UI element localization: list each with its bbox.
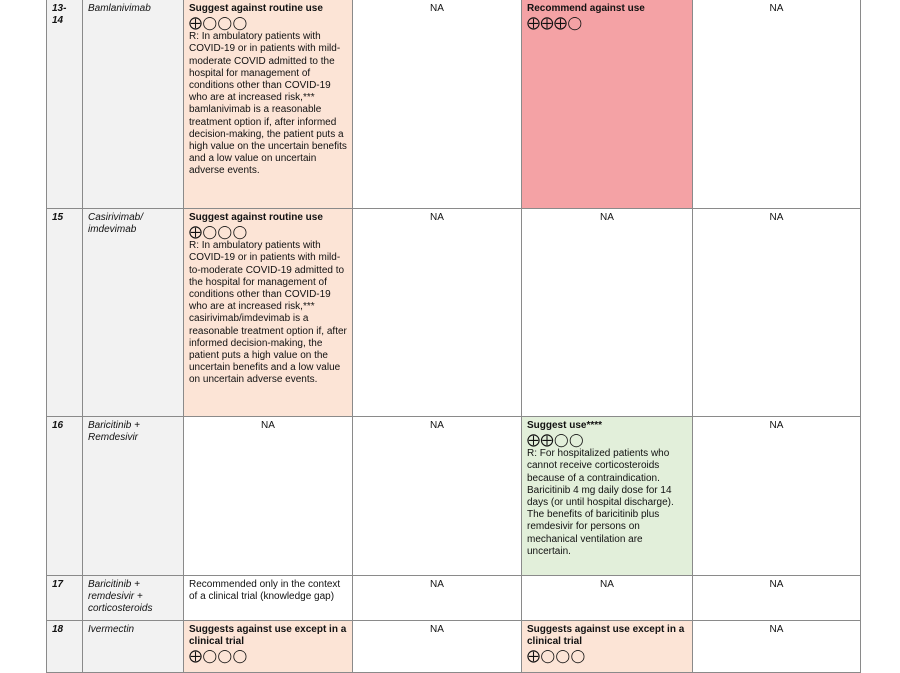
na-cell: NA (522, 576, 693, 621)
recommendation-title: Suggest against routine use (189, 212, 323, 223)
certainty-rating: ⨁◯◯◯ (189, 15, 248, 31)
na-cell: NA (693, 576, 861, 621)
na-cell: NA (693, 621, 861, 673)
na-cell: NA (353, 0, 522, 209)
table-row (47, 417, 861, 576)
recommendation-text: Recommended only in the context of a clinical trial (knowledge gap) (189, 579, 341, 603)
certainty-rating: ⨁⨁◯◯ (527, 432, 585, 448)
recommendation-text: R: In ambulatory patients with COVID-19 or in patients with mild-to-moderate COVID-19 admitted to the hospital for management of conditions other than COVID-19 who are at increased risk,*** casirivimab/imdevimab is a reasonable treatment option if, after informed decision-making, the patient puts a high value on the uncertain benefits and a low value on uncertain adverse events. (189, 240, 347, 386)
certainty-rating: ⨁⨁⨁◯ (527, 15, 583, 31)
drug-name: Ivermectin (83, 621, 184, 673)
recommendation-title: Suggest use**** (527, 420, 603, 431)
recommendation-cell (184, 576, 353, 621)
drug-name: Baricitinib + remdesivir + corticosteroids (83, 576, 184, 621)
drug-name: Casirivimab/ imdevimab (83, 209, 184, 417)
certainty-rating: ⨁◯◯◯ (189, 648, 248, 664)
recommendation-text: R: In ambulatory patients with COVID-19 or in patients with mild-moderate COVID admitted to the hospital for management of conditions other than COVID-19 who are at increased risk,*** bamlanivimab is a reasonable treatment option if, after informed decision-making, the patient puts a high value on the uncertain benefits and a low value on uncertain adverse events. (189, 31, 347, 177)
table-row (47, 0, 861, 209)
drug-name: Bamlanivimab (83, 0, 184, 209)
na-cell: NA (522, 209, 693, 417)
table-row (47, 576, 861, 621)
table-row (47, 621, 861, 673)
certainty-rating: ⨁◯◯◯ (527, 648, 586, 664)
recommendation-text: R: For hospitalized patients who cannot receive corticosteroids because of a contraindication. Baricitinib 4 mg daily dose for 14 days (or until hospital discharge). The benefits of baricitinib plus remdesivir for persons on mechanical ventilation are uncertain. (527, 448, 674, 557)
recommendation-number: 16 (47, 417, 83, 576)
recommendation-cell (184, 0, 353, 209)
recommendation-cell (184, 209, 353, 417)
recommendation-title: Recommend against use (527, 3, 645, 14)
na-cell: NA (184, 417, 353, 576)
recommendation-cell (522, 0, 693, 209)
drug-name: Baricitinib + Remdesivir (83, 417, 184, 576)
recommendation-number: 17 (47, 576, 83, 621)
recommendation-title: Suggests against use except in a clinical trial (189, 624, 347, 648)
na-cell: NA (353, 209, 522, 417)
recommendation-cell (184, 621, 353, 673)
recommendation-table (46, 0, 861, 673)
table-row (47, 209, 861, 417)
recommendation-cell (522, 621, 693, 673)
na-cell: NA (693, 0, 861, 209)
recommendation-cell (522, 417, 693, 576)
certainty-rating: ⨁◯◯◯ (189, 224, 248, 240)
na-cell: NA (353, 417, 522, 576)
recommendation-number: 13- 14 (47, 0, 83, 209)
recommendation-number: 18 (47, 621, 83, 673)
recommendation-number: 15 (47, 209, 83, 417)
recommendation-title: Suggest against routine use (189, 3, 323, 14)
na-cell: NA (693, 209, 861, 417)
na-cell: NA (353, 576, 522, 621)
na-cell: NA (693, 417, 861, 576)
na-cell: NA (353, 621, 522, 673)
recommendation-title: Suggests against use except in a clinical trial (527, 624, 685, 648)
